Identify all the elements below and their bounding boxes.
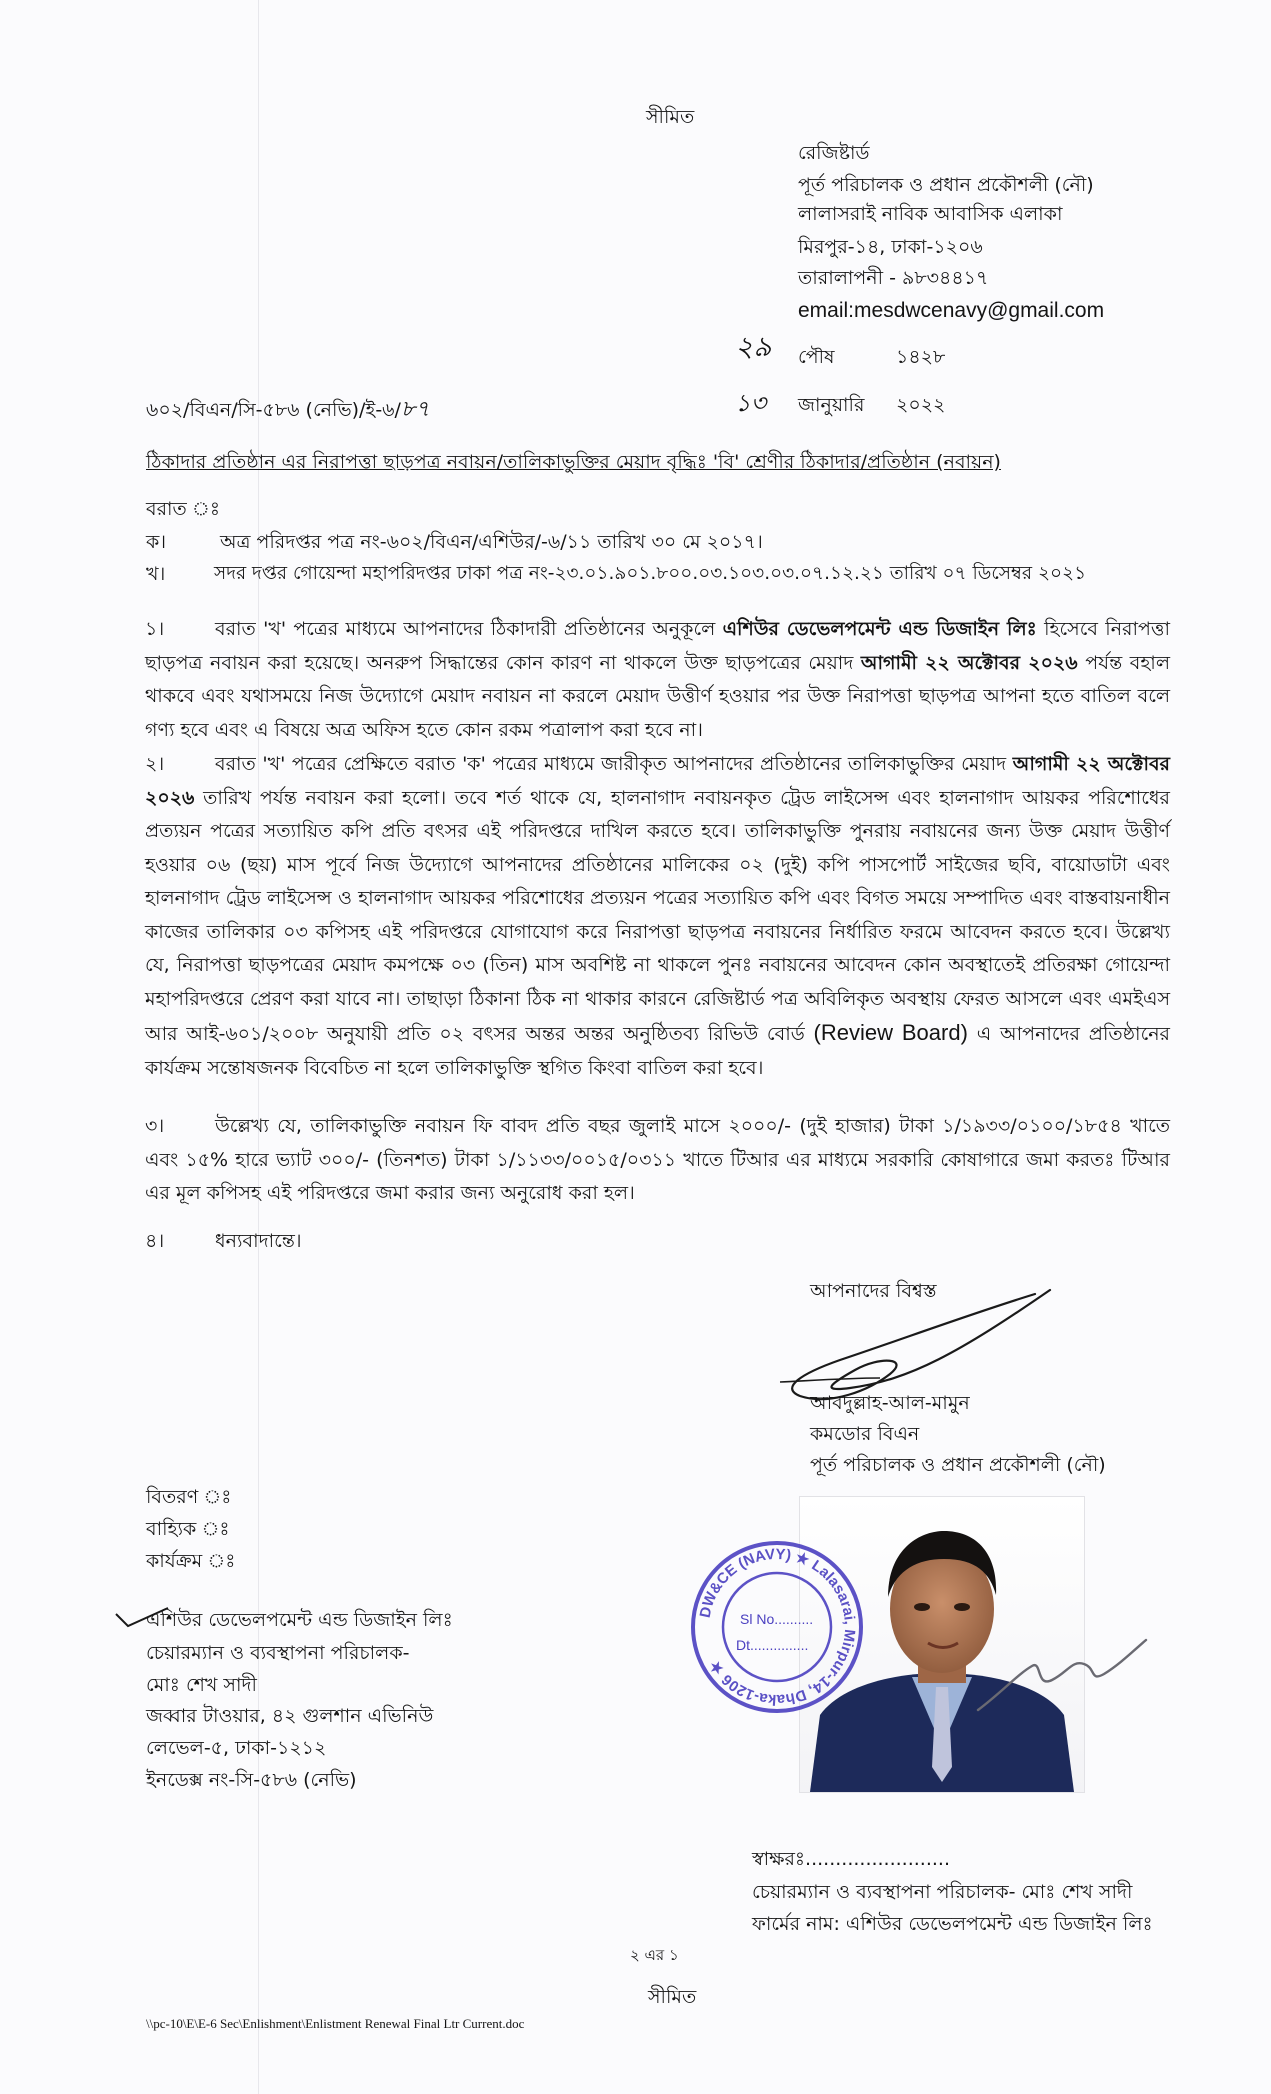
office-line-4: তারালাপনী - ৯৮৩৪৪১৭ <box>798 267 989 289</box>
stamp-ring-text: DW&CE (NAVY) ★ Lalasarai, Mirpur-14, Dhaka-1206 ★ <box>696 1545 859 1709</box>
firm-name-bold: এশিউর ডেভেলপমেন্ট এন্ড ডিজাইন লিঃ <box>722 618 1037 640</box>
reference-ka-label: ক। <box>146 531 167 553</box>
date-bangla-month: পৌষ <box>798 346 835 368</box>
office-line-3: মিরপুর-১৪, ঢাকা-১২০৬ <box>798 236 983 258</box>
memo-number-handwritten: ৮৭ <box>400 397 430 422</box>
paragraph-2-text-a: বরাত 'খ' পত্রের প্রেক্ষিতে বরাত 'ক' পত্রের মাধ্যমে জারীকৃত আপনাদের প্রতিষ্ঠানের তালিকাভুক্তির মেয়াদ <box>215 753 1013 775</box>
action-label: কার্যক্রম ঃ <box>146 1550 236 1572</box>
signatory-designation: পূর্ত পরিচালক ও প্রধান প্রকৌশলী (নৌ) <box>810 1454 1106 1476</box>
signatory-rank: কমডোর বিএন <box>810 1423 920 1445</box>
office-line-2: লালাসরাই নাবিক আবাসিক এলাকা <box>798 203 1063 225</box>
stamp-serial: Sl No.......... <box>740 1611 814 1627</box>
paragraph-2-text-c: এ আপনাদের প্রতিষ্ঠানের কার্যক্রম সন্তোষজনক বিবেচিত না হলে তালিকাভুক্তি স্থগিত কিংবা বাতিল করা হবে। <box>145 1023 1170 1079</box>
references-title: বরাত ঃ <box>146 498 220 520</box>
clearance-expiry-bold: আগামী ২২ অক্টোবর ২০২৬ <box>860 651 1078 674</box>
address-line-1: এশিউর ডেভেলপমেন্ট এন্ড ডিজাইন লিঃ <box>146 1609 453 1631</box>
review-board-label: (Review Board) <box>813 1020 968 1045</box>
paragraph-4-text: ধন্যবাদান্তে। <box>215 1230 302 1252</box>
classification-top: সীমিত <box>646 106 695 128</box>
closing-text: আপনাদের বিশ্বস্ত <box>810 1280 937 1302</box>
stamp-date: Dt............... <box>736 1637 809 1653</box>
office-email: email:mesdwcenavy@gmail.com <box>798 299 1105 322</box>
paragraph-1-text-c: পর্যন্ত বহাল থাকবে এবং যথাসময়ে নিজ উদ্যোগে মেয়াদ নবায়ন না করলে মেয়াদ উত্তীর্ণ হওয়ার পর উক্ত নিরাপত্তা ছাড়পত্র আপনা হতে বাতিল বলে গণ্য হবে এবং এ বিষয়ে অত্র অফিস হতে কোন রকম পত্রালাপ করা হবে না। <box>145 651 1170 741</box>
signatory-name: আবদুল্লাহ-আল-মামুন <box>810 1392 970 1414</box>
reference-kha-label: খ। <box>146 563 166 585</box>
photo-caption-line-2: ফার্মের নাম: এশিউর ডেভেলপমেন্ট এন্ড ডিজাইন লিঃ <box>752 1913 1153 1935</box>
paragraph-1 <box>145 613 1170 747</box>
enlistment-expiry-bold: আগামী ২২ অক্টোবর ২০২৬ <box>145 753 1171 809</box>
date-en-year: ২০২২ <box>896 394 946 416</box>
paragraph-3-number: ৩। <box>145 1115 165 1137</box>
paragraph-4-number: ৪। <box>145 1230 165 1252</box>
memo-number-text: ৬০২/বিএন/সি-৫৮৬ (নেভি)/ই-৬/ <box>146 399 401 421</box>
reference-ka-text: অত্র পরিদপ্তর পত্র নং-৬০২/বিএন/এশিউর/-৬/১১ তারিখ ৩০ মে ২০১৭। <box>220 531 763 553</box>
distribution-label: বিতরণ ঃ <box>146 1486 232 1508</box>
paragraph-1-text-a: বরাত 'খ' পত্রের মাধ্যমে আপনাদের ঠিকাদারী প্রতিষ্ঠানের অনুকূলে <box>215 618 723 640</box>
page-number: ২ এর ১ <box>630 1946 679 1964</box>
memo-number <box>146 397 430 423</box>
date-bangla-year: ১৪২৮ <box>896 346 946 368</box>
subject-line: ঠিকাদার প্রতিষ্ঠান এর নিরাপত্তা ছাড়পত্র নবায়ন/তালিকাভুক্তির মেয়াদ বৃদ্ধিঃ 'বি' শ্রেণীর ঠিকাদার/প্রতিষ্ঠান (নবায়ন) <box>146 451 1001 473</box>
address-line-4: জব্বার টাওয়ার, ৪২ গুলশান এভিনিউ <box>146 1705 434 1727</box>
photo-signature-label: স্বাক্ষরঃ........................ <box>752 1848 950 1870</box>
address-line-5: লেভেল-৫, ঢাকা-১২১২ <box>146 1737 327 1759</box>
paragraph-3 <box>145 1110 1170 1211</box>
address-line-3: মোঃ শেখ সাদী <box>146 1674 257 1696</box>
owner-signature-on-photo <box>972 1630 1152 1720</box>
address-line-6: ইনডেক্স নং-সি-৫৮৬ (নেভি) <box>146 1769 357 1791</box>
date-bangla-day-handwritten: ২৯ <box>735 330 772 363</box>
paragraph-1-text-b: হিসেবে নিরাপত্তা ছাড়পত্র নবায়ন করা হয়েছে। অনরুপ সিদ্ধান্তের কোন কারণ না থাকলে উক্ত ছাড়পত্রের মেয়াদ <box>145 618 1170 674</box>
registered-label: রেজিষ্টার্ড <box>798 142 870 164</box>
classification-bottom: সীমিত <box>648 1986 697 2008</box>
address-line-2: চেয়ারম্যান ও ব্যবস্থাপনা পরিচালক- <box>146 1642 410 1664</box>
paragraph-1-number: ১। <box>145 618 165 640</box>
date-en-day-handwritten: ১৩ <box>735 389 767 417</box>
paragraph-2-number: ২। <box>145 753 165 775</box>
office-seal-stamp <box>688 1538 866 1716</box>
date-en-month: জানুয়ারি <box>798 394 865 416</box>
office-line-1: পূর্ত পরিচালক ও প্রধান প্রকৌশলী (নৌ) <box>798 174 1094 196</box>
external-label: বাহ্যিক ঃ <box>146 1518 230 1540</box>
photo-caption-line-1: চেয়ারম্যান ও ব্যবস্থাপনা পরিচালক- মোঃ শেখ সাদী <box>752 1881 1133 1903</box>
paragraph-4 <box>145 1225 1170 1259</box>
paragraph-3-text: উল্লেখ্য যে, তালিকাভুক্তি নবায়ন ফি বাবদ প্রতি বছর জুলাই মাসে ২০০০/- (দুই হাজার) টাকা ১/১৯৩৩/০১০০/১৮৫৪ খাতে এবং ১৫% হারে ভ্যাট ৩০০/- (তিনশত) টাকা ১/১১৩৩/০০১৫/০৩১১ খাতে টিআর এর মাধ্যমে সরকারি কোষাগারে জমা করতঃ টিআর এর মূল কপিসহ এই পরিদপ্তরে জমা করার জন্য অনুরোধ করা হল। <box>145 1115 1170 1204</box>
file-path: \\pc-10\E\E-6 Sec\Enlishment\Enlistment Renewal Final Ltr Current.doc <box>146 2016 525 2031</box>
reference-kha-text: সদর দপ্তর গোয়েন্দা মহাপরিদপ্তর ঢাকা পত্র নং-২৩.০১.৯০১.৮০০.০৩.১০৩.০৩.০৭.১২.২১ তারিখ ০৭ ডিসেম্বর ২০২১ <box>214 563 1087 584</box>
officer-signature <box>760 1270 1060 1410</box>
paragraph-2 <box>145 748 1170 1085</box>
paragraph-2-text-b: তারিখ পর্যন্ত নবায়ন করা হলো। তবে শর্ত থাকে যে, হালনাগাদ নবায়নকৃত ট্রেড লাইসেন্স এবং হালনাগাদ আয়কর পরিশোধের প্রত্যয়ন পত্রের সত্যায়িত কপি প্রতি বৎসর এই পরিদপ্তরে দাখিল করতে হবে। তালিকাভুক্তি পুনরায় নবায়নের জন্য উক্ত মেয়াদ উত্তীর্ণ হওয়ার ০৬ (ছয়) মাস পূর্বে নিজ উদ্যোগে আপনাদের প্রতিষ্ঠানের মালিকের ০২ (দুই) কপি পাসপোর্ট সাইজের ছবি, বায়োডাটা এবং হালনাগাদ ট্রেড লাইসেন্স ও হালনাগাদ আয়কর পরিশোধের প্রত্যয়ন পত্রের সত্যায়িত কপি এবং বিগত সময়ে সম্পাদিত এবং বাস্তবায়নাধীন কাজের তালিকার ০৩ কপিসহ এই পরিদপ্তরে যোগাযোগ করে নিরাপত্তা ছাড়পত্র নবায়নের নির্ধারিত ফরমে আবেদন করতে হবে। উল্লেখ্য যে, নিরাপত্তা ছাড়পত্রের মেয়াদ কমপক্ষে ০৩ (তিন) মাস অবশিষ্ট না থাকলে পুনঃ নবায়নের আবেদন কোন অবস্থাতেই প্রতিরক্ষা গোয়েন্দা মহাপরিদপ্তরে প্রেরণ করা যাবে না। তাছাড়া ঠিকানা ঠিক না থাকার কারনে রেজিষ্টার্ড পত্র অবিলিকৃত অবস্থায় ফেরত আসলে এবং এমইএস আর আই-৬০১/২০০৮ অনুযায়ী প্রতি ০২ বৎসর অন্তর অন্তর অনুষ্ঠিতব্য রিভিউ বোর্ড <box>145 786 1170 1045</box>
